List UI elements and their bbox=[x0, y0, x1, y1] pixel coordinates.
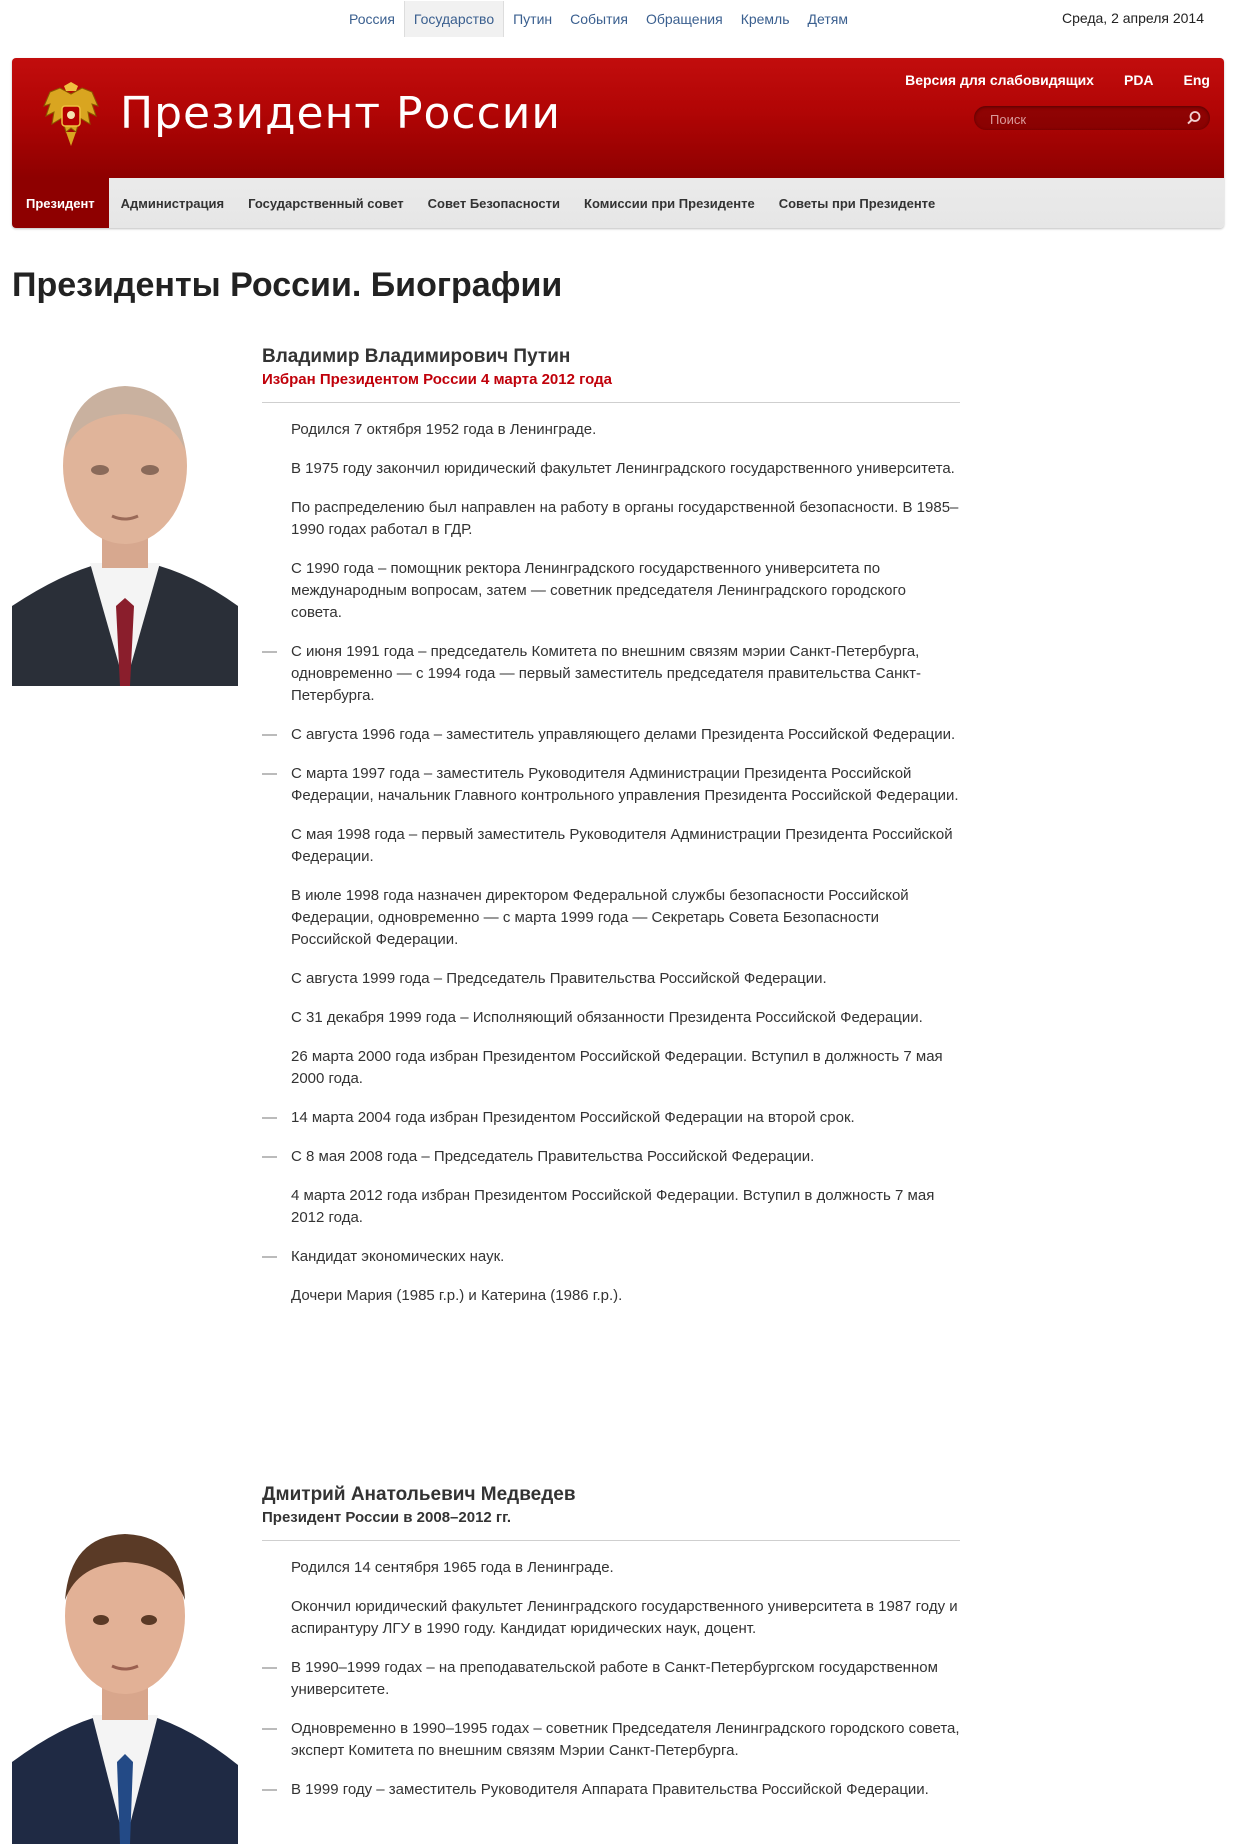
biography-item: — С августа 1996 года – заместитель управляющего делами Президента Российской Федерации. bbox=[291, 724, 960, 746]
biography-item: Родился 7 октября 1952 года в Ленинграде. bbox=[291, 421, 597, 438]
biography-item: — С марта 1997 года – заместитель Руководителя Администрации Президента Российской Федерации, начальник Главного контрольного управления Президента Российской Федерации. bbox=[291, 763, 960, 807]
main-navigation bbox=[12, 178, 1224, 228]
accessibility-version-link[interactable]: Версия для слабовидящих bbox=[905, 72, 1094, 88]
nav-tab-administration[interactable]: Администрация bbox=[120, 195, 225, 211]
top-nav-link-children[interactable]: Детям bbox=[807, 11, 848, 27]
biography-item: — В 1999 году – заместитель Руководителя Аппарата Правительства Российской Федерации. bbox=[291, 1779, 960, 1801]
biography-item: Родился 14 сентября 1965 года в Ленинграде. bbox=[291, 1559, 614, 1576]
biography-item: С мая 1998 года – первый заместитель Руководителя Администрации Президента Российской Федерации. bbox=[291, 826, 953, 865]
nav-tab-councils[interactable]: Советы при Президенте bbox=[778, 195, 936, 211]
biography-item: С августа 1999 года – Председатель Правительства Российской Федерации. bbox=[291, 970, 827, 987]
president-subtitle: Избран Президентом России 4 марта 2012 года bbox=[262, 371, 613, 388]
nav-tab-state-council[interactable]: Государственный совет bbox=[248, 195, 404, 211]
president-subtitle: Президент России в 2008–2012 гг. bbox=[262, 1509, 512, 1526]
biography-list bbox=[262, 419, 960, 1307]
header-banner bbox=[12, 58, 1224, 178]
top-nav-link-russia[interactable]: Россия bbox=[349, 11, 395, 27]
top-nav-links bbox=[340, 0, 857, 38]
biography-item: — В 1990–1999 годах – на преподавательской работе в Санкт-Петербургском государственном университете. bbox=[291, 1657, 960, 1701]
nav-tab-commissions[interactable]: Комиссии при Президенте bbox=[584, 195, 755, 211]
biography-item: Дочери Мария (1985 г.р.) и Катерина (1986 г.р.). bbox=[291, 1287, 623, 1304]
biography-item: По распределению был направлен на работу в органы государственной безопасности. В 1985–1990 годах работал в ГДР. bbox=[291, 499, 959, 538]
biography-item: 4 марта 2012 года избран Президентом Российской Федерации. Вступил в должность 7 мая 2012 года. bbox=[291, 1187, 935, 1226]
site-title[interactable]: Президент России bbox=[120, 88, 561, 139]
biography-item: — С июня 1991 года – председатель Комитета по внешним связям мэрии Санкт-Петербурга, одновременно — с 1994 года — первый заместитель председателя правительства Санкт-Петербурга. bbox=[291, 641, 960, 707]
nav-tab-president[interactable]: Президент bbox=[12, 178, 109, 228]
site-header bbox=[12, 58, 1224, 228]
president-photo-putin bbox=[12, 358, 238, 686]
top-nav-link-kremlin[interactable]: Кремль bbox=[740, 11, 790, 27]
search-input[interactable] bbox=[988, 109, 1182, 129]
biography-putin bbox=[262, 346, 960, 1324]
english-version-link[interactable]: Eng bbox=[1183, 72, 1210, 88]
top-nav-link-state[interactable]: Государство bbox=[404, 1, 504, 37]
biography-medvedev bbox=[262, 1484, 960, 1818]
top-nav-link-putin[interactable]: Путин bbox=[513, 11, 553, 27]
biography-item: — Кандидат экономических наук. bbox=[291, 1246, 960, 1268]
biography-item: В 1975 году закончил юридический факультет Ленинградского государственного университета. bbox=[291, 460, 955, 477]
biography-item: С 31 декабря 1999 года – Исполняющий обязанности Президента Российской Федерации. bbox=[291, 1009, 923, 1026]
header-utility-links bbox=[905, 72, 1210, 88]
biography-item: 26 марта 2000 года избран Президентом Российской Федерации. Вступил в должность 7 мая 2000 года. bbox=[291, 1048, 943, 1087]
biography-list bbox=[262, 1557, 960, 1801]
biography-item: С 1990 года – помощник ректора Ленинградского государственного университета по международным вопросам, затем — советник председателя Ленинградского городского совета. bbox=[291, 560, 906, 621]
top-nav-link-events[interactable]: События bbox=[570, 11, 628, 27]
magnifier-icon[interactable] bbox=[1186, 110, 1202, 126]
double-headed-eagle-icon[interactable] bbox=[40, 82, 102, 152]
president-photo-medvedev bbox=[12, 1500, 238, 1844]
biography-item: — С 8 мая 2008 года – Председатель Правительства Российской Федерации. bbox=[291, 1146, 960, 1168]
president-name: Владимир Владимирович Путин bbox=[262, 346, 571, 367]
top-nav-link-addresses[interactable]: Обращения bbox=[645, 11, 723, 27]
search-box bbox=[974, 106, 1210, 130]
divider bbox=[262, 402, 960, 403]
divider bbox=[262, 1540, 960, 1541]
biography-item: Окончил юридический факультет Ленинградского государственного университета в 1987 году и аспирантуру ЛГУ в 1990 году. Кандидат юридических наук, доцент. bbox=[291, 1598, 958, 1637]
president-name: Дмитрий Анатольевич Медведев bbox=[262, 1484, 576, 1505]
biography-item: — Одновременно в 1990–1995 годах – советник Председателя Ленинградского городского совета, эксперт Комитета по внешним связям Мэрии Санкт-Петербурга. bbox=[291, 1718, 960, 1762]
page-title: Президенты России. Биографии bbox=[12, 266, 563, 304]
nav-tab-security-council[interactable]: Совет Безопасности bbox=[427, 195, 561, 211]
biography-item: В июле 1998 года назначен директором Федеральной службы безопасности Российской Федерации, одновременно — с марта 1999 года — Секретарь Совета Безопасности Российской Федерации. bbox=[291, 887, 909, 948]
pda-version-link[interactable]: PDA bbox=[1123, 72, 1154, 88]
current-date: Среда, 2 апреля 2014 bbox=[1061, 10, 1204, 26]
biography-item: — 14 марта 2004 года избран Президентом Российской Федерации на второй срок. bbox=[291, 1107, 960, 1129]
top-navigation bbox=[0, 0, 1240, 40]
